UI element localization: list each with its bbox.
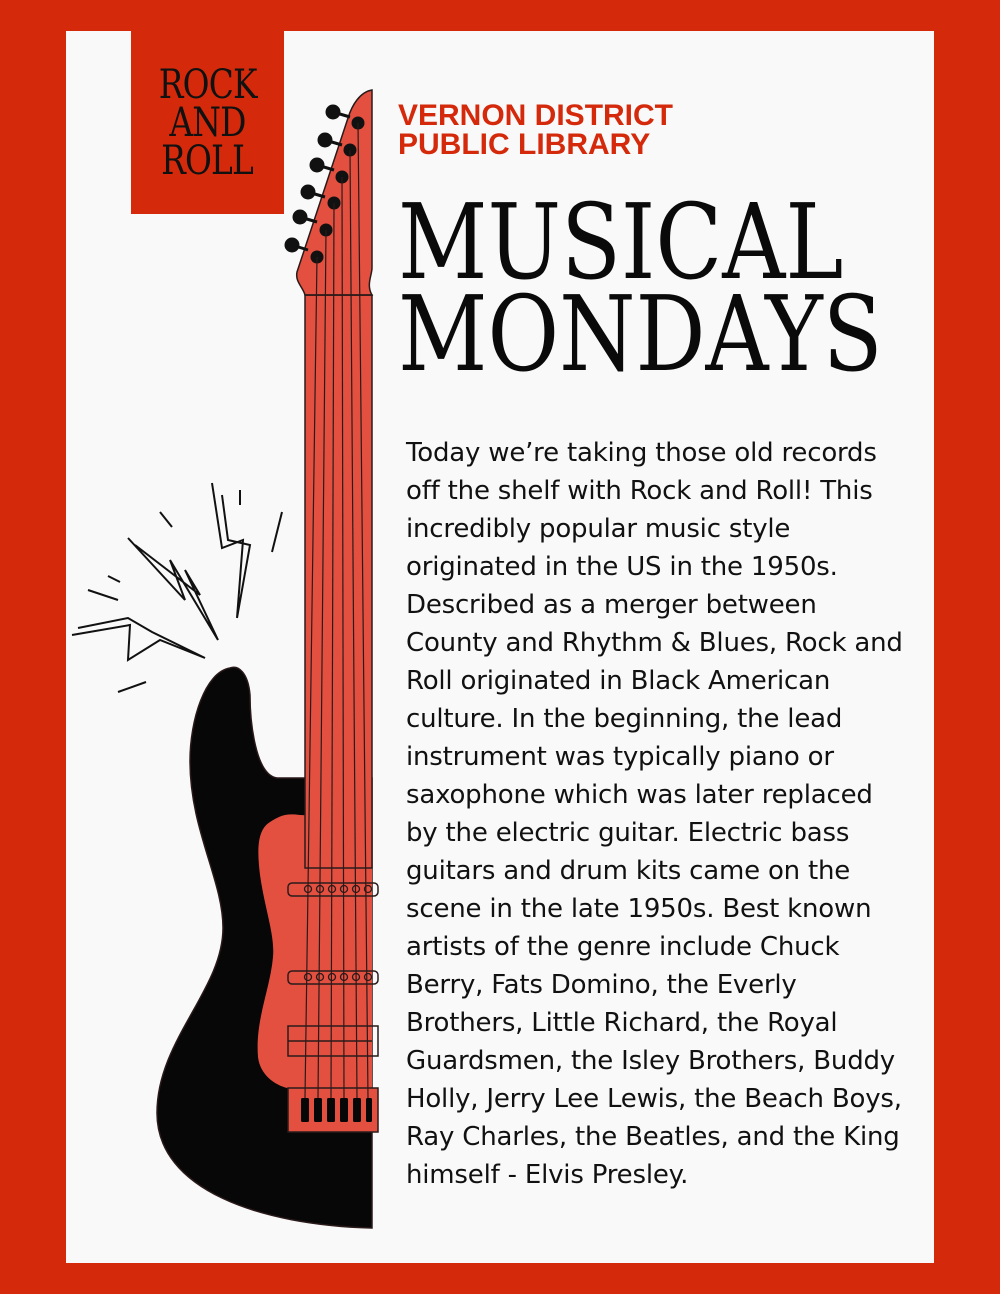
- library-name-line2: PUBLIC LIBRARY: [398, 128, 651, 161]
- title-line1: MUSICAL: [398, 181, 844, 303]
- lightning-icon: [72, 483, 282, 692]
- title-line2: MONDAYS: [398, 273, 883, 395]
- rock-and-roll-badge: [131, 31, 284, 214]
- description-text: Today we’re taking those old records off the shelf with Rock and Roll! This incredibly popular music style originated in the US in the 1950s. Described as a merger between County and Rhythm & Blues, Rock and Roll originated in Black American culture. In the beginning, the lead instrument was typically piano or saxophone which was later replaced by the electric guitar. Electric bass guitars and drum kits came on the scene in the late 1950s. Best known artists of the genre include Chuck Berry, Fats Domino, the Everly Brothers, Little Richard, the Royal Guardsmen, the Isley Brothers, Buddy Holly, Jerry Lee Lewis, the Beach Boys, Ray Charles, the Beatles, and the King himself - Elvis Presley.: [406, 438, 903, 1190]
- badge-line: ROLL: [161, 137, 254, 184]
- badge-line: ROCK: [158, 61, 257, 108]
- page-title: [398, 181, 883, 395]
- library-name-line1: VERNON DISTRICT: [398, 99, 674, 132]
- badge-line: AND: [169, 99, 246, 146]
- library-name: [398, 101, 673, 159]
